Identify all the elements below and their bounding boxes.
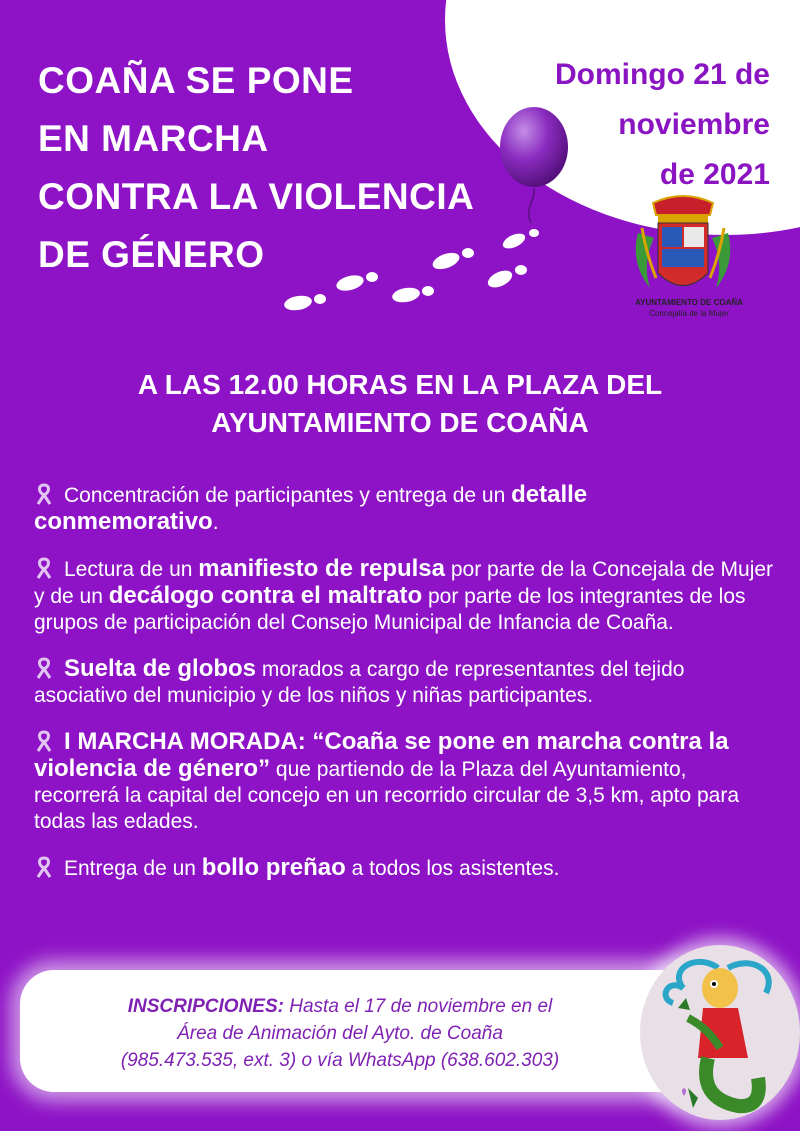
title-line-4: DE GÉNERO	[38, 234, 265, 275]
registration-line-2: Área de Animación del Ayto. de Coaña	[177, 1023, 503, 1044]
item-text-mid: por parte de la Concejala de Mujer y de un	[34, 558, 774, 608]
item-text: Entrega de un	[64, 857, 202, 880]
item-text-end: a todos los asistentes.	[345, 857, 560, 880]
crest-caption-department: Concejalía de la Mujer	[649, 309, 729, 318]
mascot-illustration	[648, 948, 793, 1118]
ribbon-icon	[34, 483, 54, 505]
ribbon-icon	[34, 557, 54, 579]
item-text: Lectura de un	[64, 558, 199, 581]
item-text-end: .	[212, 511, 219, 534]
title-line-1: COAÑA SE PONE	[38, 60, 354, 101]
item-text: Concentración de participantes y entrega de un	[64, 484, 512, 507]
item-text-end: que partiendo de la Plaza del Ayuntamiento, recorrerá la capital del concejo en un recorrido circular de 3,5 km, apto para todas las edades.	[34, 758, 740, 833]
list-item	[34, 855, 774, 882]
item-highlight: I MARCHA MORADA: “Coaña se pone en marcha contra la violencia de género”	[34, 728, 729, 782]
list-item	[34, 729, 774, 835]
headline-line-2: AYUNTAMIENTO DE COAÑA	[211, 407, 589, 438]
registration-info	[60, 993, 620, 1074]
crest-caption-council: AYUNTAMIENTO DE COAÑA	[635, 298, 743, 307]
item-highlight: manifiesto de repulsa	[198, 555, 446, 582]
date-line-3: de 2021	[659, 158, 770, 191]
registration-deadline: Hasta el 17 de noviembre en el	[283, 996, 553, 1017]
item-highlight-2: decálogo contra el maltrato	[108, 582, 423, 609]
ribbon-icon	[34, 657, 54, 679]
item-text-end: morados a cargo de representantes del tejido asociativo del municipio y de los niños y niñas participantes.	[34, 658, 685, 707]
registration-label: INSCRIPCIONES:	[127, 996, 284, 1017]
list-item	[34, 656, 774, 709]
item-highlight: bollo preñao	[201, 854, 346, 881]
title-line-3: CONTRA LA VIOLENCIA	[38, 176, 475, 217]
purple-balloon-icon	[496, 105, 586, 225]
ribbon-icon	[34, 856, 54, 878]
footprints-icon	[278, 225, 548, 315]
headline-line-1: A LAS 12.00 HORAS EN LA PLAZA DEL	[137, 369, 663, 400]
item-highlight: detalle conmemorativo	[34, 481, 588, 535]
list-item	[34, 482, 774, 536]
item-text-end: por parte de los integrantes de los grupos de participación del Consejo Municipal de Infancia de Coaña.	[34, 585, 746, 634]
ribbon-icon	[34, 730, 54, 752]
activity-list	[34, 482, 774, 902]
event-headline	[60, 366, 740, 442]
date-line-2: noviembre	[618, 108, 770, 141]
list-item	[34, 556, 774, 636]
item-highlight: Suelta de globos	[64, 655, 257, 682]
registration-line-3: (985.473.535, ext. 3) o vía WhatsApp (638.602.303)	[120, 1050, 560, 1071]
title-line-2: EN MARCHA	[38, 118, 269, 159]
registration-line-1	[60, 993, 620, 1020]
date-line-1: Domingo 21 de	[554, 58, 770, 91]
